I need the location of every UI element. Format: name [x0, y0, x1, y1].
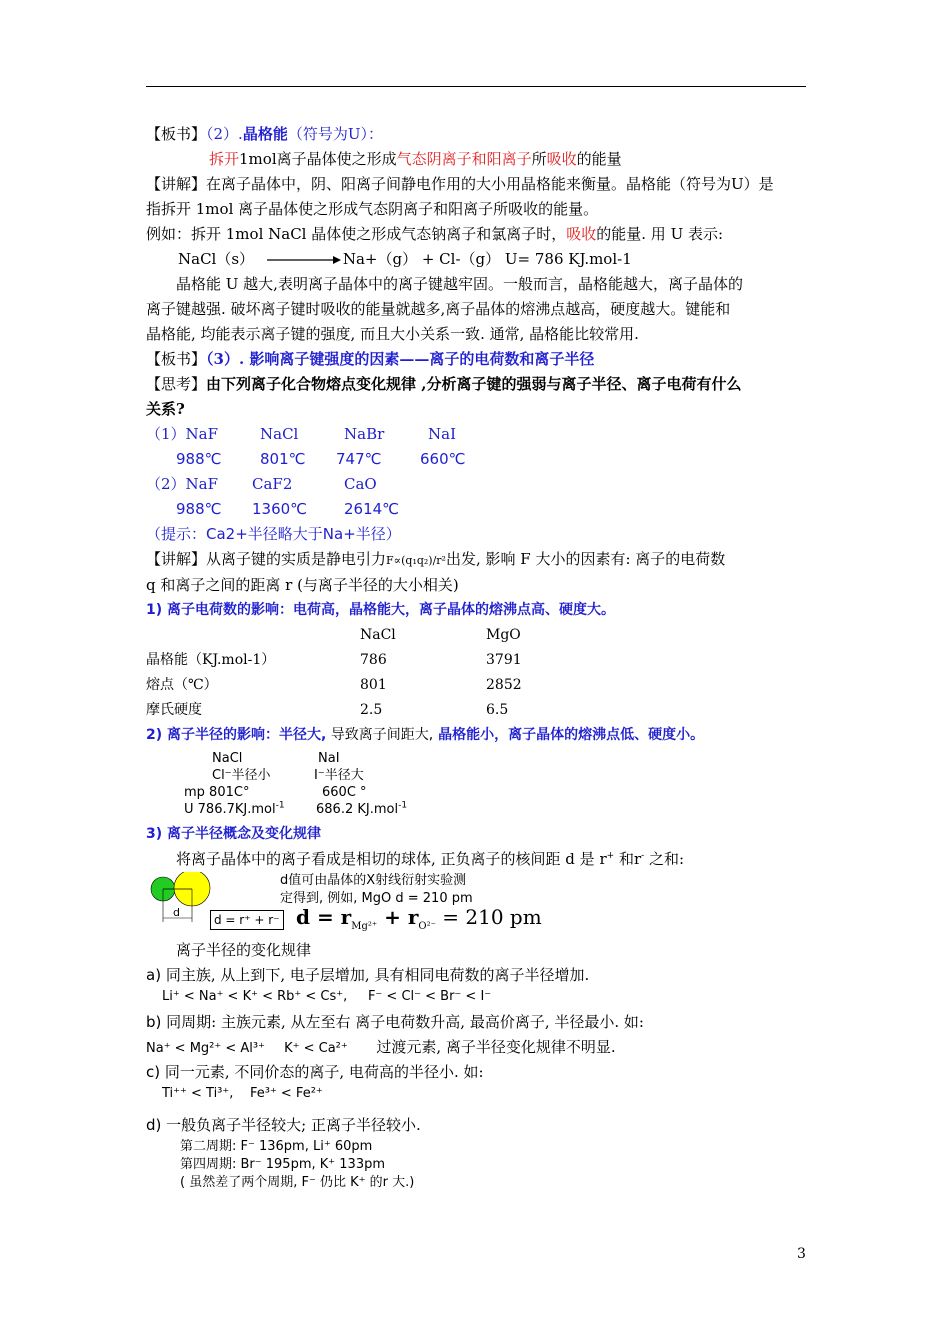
- cell: mp 801C°: [184, 785, 250, 800]
- text: 一般负离子半径较大; 正离子半径较小.: [166, 1116, 421, 1134]
- cell-text: U 786.7KJ.mol: [184, 802, 276, 817]
- rule-b-ex: [146, 1035, 806, 1060]
- text: 同一元素, 不同价态的离子, 电荷高的半径小. 如:: [164, 1063, 484, 1081]
- s2-example: [146, 222, 806, 247]
- s3-title: [146, 347, 806, 372]
- rule-c-ex: [146, 1085, 806, 1113]
- s2-p3: 晶格能, 均能表示离子键的强度, 而且大小关系一致. 通常, 晶格能比较常用.: [146, 325, 639, 343]
- ex: F⁻ < Cl⁻ < Br⁻ < I⁻: [367, 989, 492, 1004]
- label: b): [146, 1013, 162, 1031]
- tag: 【板书】: [146, 125, 207, 143]
- label: c): [146, 1063, 161, 1081]
- s1-def: [146, 147, 806, 172]
- formula-box: d = r⁺ + r⁻: [210, 910, 284, 930]
- eq-b: + r: [377, 905, 419, 929]
- cell: I⁻半径大: [314, 768, 364, 783]
- h2-b: 导致离子间距大,: [326, 727, 434, 743]
- s4-q1-text: 由下列离子化合物熔点变化规律 ,分析离子键的强弱与离子半径、离子电荷有什么: [206, 375, 742, 393]
- s6-t1b: 和r: [614, 850, 642, 868]
- s6-t1c: 之和:: [644, 850, 684, 868]
- note2: 定得到, 例如, MgO d = 210 pm: [280, 891, 473, 906]
- eq-left: NaCl（s）: [178, 250, 255, 268]
- ex: K⁺ < Ca²⁺: [284, 1041, 348, 1056]
- mp: 801℃: [260, 450, 306, 468]
- tag: 【思考】: [146, 375, 207, 393]
- def-a: 拆开: [209, 150, 240, 168]
- s2-equation: [146, 247, 806, 272]
- cell-text: 686.2 KJ.mol: [316, 802, 399, 817]
- list2-item: CaF2: [252, 475, 293, 493]
- td: 2852: [486, 677, 522, 693]
- td: 3791: [486, 652, 522, 668]
- s2-line1: [146, 172, 806, 197]
- big-equation: $d = r_{Mg^{2+}} + r_{O^{2-}} = 210$ pm: [296, 905, 542, 932]
- s2-p2: 离子键越强. 破坏离子键时吸收的能量就越多,离子晶体的熔沸点越高，硬度越大。键能和: [146, 300, 731, 318]
- list1-mp: [146, 447, 806, 472]
- document-body: [146, 122, 806, 1192]
- page-number: 3: [797, 1246, 806, 1262]
- arrow-icon: [267, 255, 341, 265]
- list1-item: NaCl: [260, 425, 299, 443]
- s5-line2: q 和离子之间的距离 r (与离子半径的大小相关): [146, 576, 459, 594]
- th: [146, 623, 360, 648]
- hint: （提示：Ca2+半径略大于Na+半径）: [146, 525, 401, 543]
- tag: 【板书】: [146, 350, 207, 368]
- radius-figure: [146, 872, 806, 938]
- s5-t1a: 从离子键的实质是静电引力: [206, 550, 387, 568]
- tag: 【讲解】: [146, 175, 207, 193]
- note: ( 虽然差了两个周期, F⁻ 仍比 K⁺ 的r 大.): [180, 1175, 415, 1190]
- text: 同主族, 从上到下, 电子层增加, 具有相同电荷数的离子半径增加.: [165, 966, 590, 984]
- ex-c: 的能量. 用 U 表示:: [596, 225, 724, 243]
- mp: 1360℃: [252, 500, 308, 518]
- rule-d: [146, 1113, 806, 1138]
- s3-title-text: （3）. 影响离子键强度的因素——离子的电荷数和离子半径: [206, 350, 595, 368]
- rule-b: [146, 1010, 806, 1035]
- list1-item: NaBr: [344, 425, 385, 443]
- tag: 【讲解】: [146, 550, 207, 568]
- mp: 988℃: [176, 450, 222, 468]
- s6-text: 将离子晶体中的离子看成是相切的球体, 正负离子的核间距 d 是 r+ 和r- 之和:: [176, 850, 684, 868]
- mp: 988℃: [176, 500, 222, 518]
- rule-c: [146, 1060, 806, 1085]
- header-rule: [146, 86, 806, 87]
- period-4: 第四周期: Br⁻ 195pm, K⁺ 133pm: [180, 1157, 386, 1172]
- mp: 660℃: [420, 450, 466, 468]
- th: MgO: [486, 627, 521, 643]
- cell: Cl⁻半径小: [212, 768, 271, 783]
- cell: 660C °: [322, 785, 367, 800]
- list2-names: [146, 472, 806, 497]
- ex-text: 过渡元素, 离子半径变化规律不明显.: [376, 1038, 616, 1056]
- ex: Fe³⁺ < Fe²⁺: [249, 1086, 323, 1101]
- s1-title-text: 晶格能: [242, 125, 288, 143]
- td: 摩氏硬度: [146, 702, 202, 718]
- period-2: 第二周期: F⁻ 136pm, Li⁺ 60pm: [180, 1139, 373, 1154]
- ex: Li⁺ < Na⁺ < K⁺ < Rb⁺ < Cs⁺,: [162, 989, 348, 1004]
- s5-t1b: 出发, 影响 F 大小的因素有: 离子的电荷数: [445, 550, 726, 568]
- def-b: 1mol离子晶体使之形成: [239, 150, 397, 168]
- s1-sym: （符号为U）：: [287, 125, 383, 143]
- td: 801: [360, 677, 387, 693]
- heading-1: 1) 离子电荷数的影响：电荷高，晶格能大，离子晶体的熔沸点高、硬度大。: [146, 602, 616, 618]
- ex-b: 吸收: [566, 225, 597, 243]
- list1-names: [146, 422, 806, 447]
- s4-q2: 关系?: [146, 400, 185, 418]
- lattice-table: [146, 623, 522, 723]
- text: 同周期: 主族元素, 从左至右 离子电荷数升高, 最高价离子, 半径最小. 如:: [166, 1013, 644, 1031]
- cell: NaCl: [212, 751, 243, 766]
- eq-c: = 210 pm: [435, 905, 542, 929]
- ex-a: 例如：拆开 1mol NaCl 晶体使之形成气态钠离子和氯离子时，: [146, 225, 567, 243]
- ex: Ti⁺⁺ < Ti³⁺,: [162, 1086, 234, 1101]
- s5-line1: [146, 547, 806, 573]
- s2-p1: 晶格能 U 越大,表明离子晶体中的离子键越牢固。一般而言，晶格能越大，离子晶体的: [176, 275, 743, 293]
- ex: Na⁺ < Mg²⁺ < Al³⁺: [146, 1041, 265, 1056]
- cell: 686.2 KJ.mol$^{-1}$: [316, 800, 408, 817]
- coulomb-formula: F∝(q₁q₂)/r²: [386, 554, 446, 567]
- h2-c: 晶格能小，离子晶体的熔沸点低、硬度小。: [433, 727, 705, 743]
- eq-right: Na+（g） + Cl-（g） U= 786 KJ.mol-1: [342, 250, 632, 268]
- s2-line2: 指拆开 1mol 离子晶体使之形成气态阴离子和阳离子所吸收的能量。: [146, 200, 599, 218]
- def-f: 的能量: [576, 150, 622, 168]
- fig-note: [280, 872, 473, 908]
- cell: U 786.7KJ.mol$^{-1}$: [184, 800, 285, 817]
- s4-q1: [146, 372, 806, 397]
- list2-mp: [146, 497, 806, 522]
- heading-2: [146, 723, 806, 748]
- heading-3: 3) 离子半径概念及变化规律: [146, 826, 322, 842]
- td: 6.5: [486, 702, 509, 718]
- radius-table: [146, 750, 806, 820]
- td: 786: [360, 652, 387, 668]
- label: a): [146, 966, 162, 984]
- list1-label: （1）NaF: [146, 425, 219, 443]
- subtitle: 离子半径的变化规律: [176, 941, 312, 959]
- rule-d-ex: [146, 1138, 806, 1192]
- cell: NaI: [318, 751, 340, 766]
- def-e: 吸收: [546, 150, 577, 168]
- s1-title: [146, 122, 806, 147]
- mp: 747℃: [336, 450, 382, 468]
- td: 2.5: [360, 702, 383, 718]
- rule-a: [146, 963, 806, 988]
- d-label: d: [173, 906, 180, 919]
- s2-t1: 在离子晶体中，阴、阳离子间静电作用的大小用晶格能来衡量。晶格能（符号为U）是: [206, 175, 774, 193]
- list2-label: （2）NaF: [146, 475, 219, 493]
- s1-num: （2）.: [206, 125, 243, 143]
- note1: d值可由晶体的X射线衍射实验测: [280, 873, 467, 888]
- mp: 2614℃: [344, 500, 400, 518]
- eq-a: d = r: [296, 905, 352, 929]
- def-c: 气态阴离子和阳离子: [396, 150, 532, 168]
- def-d: 所: [531, 150, 547, 168]
- h2-a: 2) 离子半径的影响：半径大,: [146, 727, 327, 743]
- s6-t1: 将离子晶体中的离子看成是相切的球体, 正负离子的核间距 d 是 r: [176, 850, 607, 868]
- td: 晶格能（KJ.mol-1）: [146, 652, 276, 668]
- list1-item: NaI: [428, 425, 456, 443]
- rule-a-ex: [146, 988, 806, 1010]
- label: d): [146, 1116, 162, 1134]
- td: 熔点（℃）: [146, 677, 218, 693]
- th: NaCl: [360, 627, 396, 643]
- list2-item: CaO: [344, 475, 377, 493]
